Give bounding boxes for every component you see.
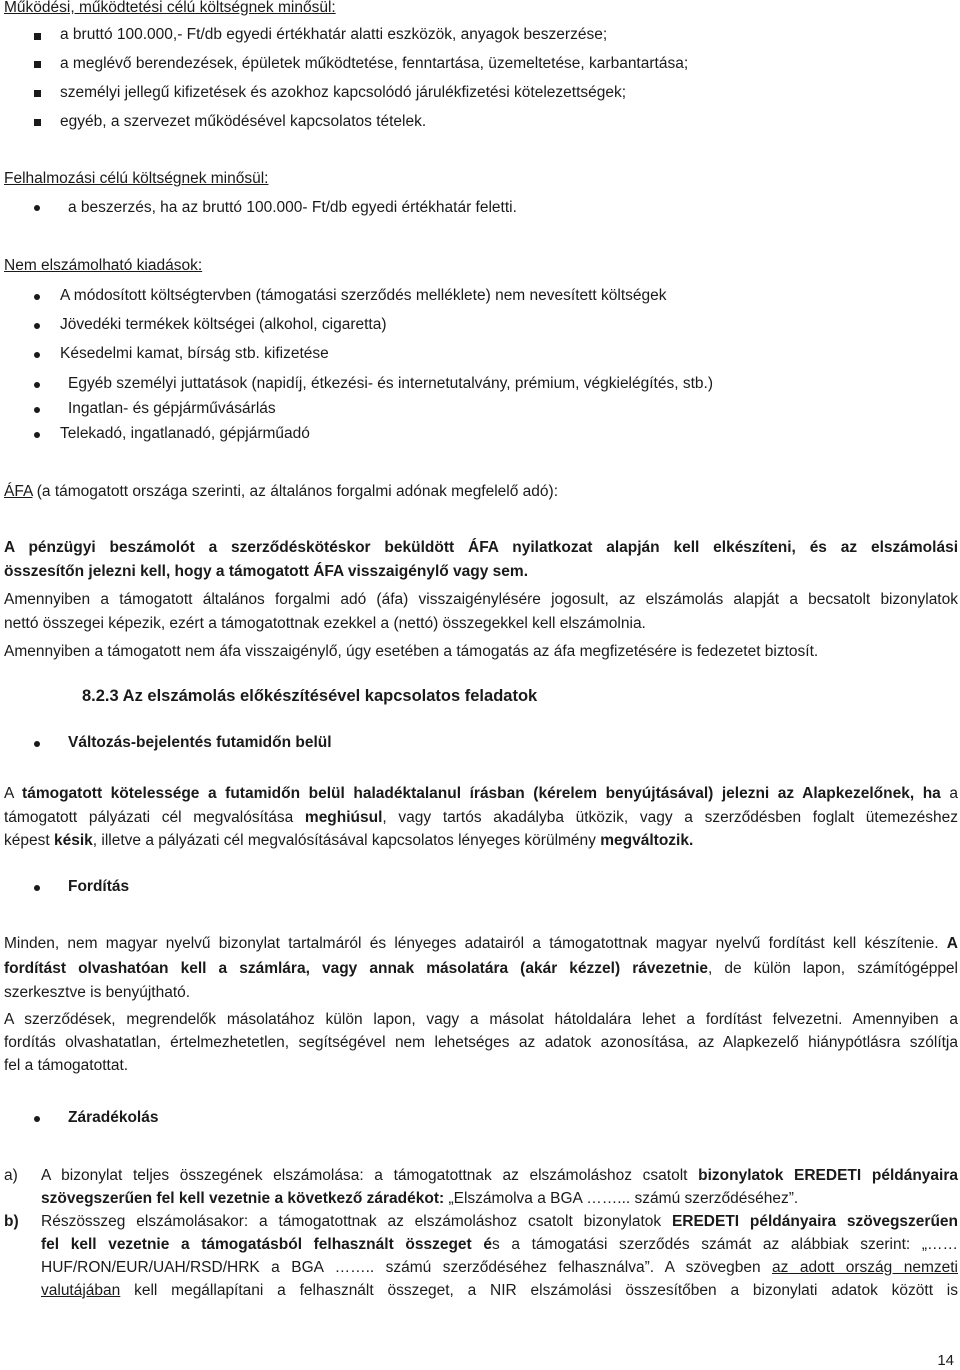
text-run: fordítást olvashatóan kell a számlára, vagy annak másolatára (akár kézzel) rávezetnie — [4, 960, 709, 977]
round-bullet-icon — [34, 432, 40, 438]
forditas-line-2 — [4, 959, 958, 979]
round-bullet-icon — [34, 382, 40, 388]
list-item: a meglévő berendezések, épületek működtetése, fenntartása, üzemeltetése, karbantartása; — [60, 55, 689, 72]
round-bullet-icon — [34, 885, 40, 891]
text-run: bizonylatok EREDETI példányaira — [698, 1167, 959, 1184]
text-run: A — [946, 935, 958, 952]
text-run: Részösszeg elszámolásakor: a támogatottnak az elszámoláshoz csatolt bizonylatok — [41, 1213, 672, 1230]
text-run: EREDETI példányaira szövegszerűen — [671, 1213, 958, 1230]
text-run: HUF/RON/EUR/UAH/RSD/HRK a BGA …….. számú szerződéséhez felhasználva”. A szövegben — [41, 1259, 773, 1276]
list-item: A módosított költségtervben (támogatási szerződés melléklete) nem nevesített költségek — [60, 287, 667, 304]
afa-bold-line-2: összesítőn jelezni kell, hogy a támogatott ÁFA visszaigénylő vagy sem. — [4, 563, 528, 580]
forditas-paragraph-2-line-1: A szerződések, megrendelők másolatához külön lapon, vagy a másolat hátoldalára lehet a fordítást felvezetni. Amennyiben a — [4, 1011, 958, 1028]
text-run: s a támogatási szerződés számát az alábbiak szerint: „…… — [491, 1236, 958, 1253]
round-bullet-icon — [34, 323, 40, 329]
afa-heading — [4, 482, 558, 502]
valtozas-line-1 — [4, 784, 958, 804]
round-bullet-icon — [34, 741, 40, 747]
text-run: az adott ország nemzeti — [772, 1259, 958, 1276]
zaradek-b-line-2 — [41, 1235, 958, 1255]
text-run: a — [940, 785, 958, 802]
forditas-line-3: szerkesztve is benyújtható. — [4, 984, 191, 1001]
text-run: meghiúsul — [304, 809, 383, 826]
subsection-title-forditas: Fordítás — [68, 878, 130, 895]
list-item: Telekadó, ingatlanadó, gépjárműadó — [60, 425, 310, 442]
afa-heading-rest: (a támogatott országa szerinti, az általános forgalmi adónak megfelelő adó): — [32, 483, 558, 500]
afa-bold-line-1: A pénzügyi beszámolót a szerződéskötéskor beküldött ÁFA nyilatkozat alapján kell elkészíteni, és az elszámolási — [4, 539, 958, 556]
square-bullet-icon — [34, 33, 41, 40]
list-item: a bruttó 100.000,- Ft/db egyedi értékhatár alatti eszközök, anyagok beszerzése; — [60, 26, 608, 43]
text-run: késik — [53, 832, 93, 849]
afa-paragraph-1-line-1: Amennyiben a támogatott általános forgalmi adó (áfa) visszaigénylésére jogosult, az elszámolás alapját a becsatolt bizonylatok — [4, 591, 958, 608]
text-run: megváltozik. — [600, 832, 694, 849]
afa-paragraph-2: Amennyiben a támogatott nem áfa visszaigénylő, úgy esetében a támogatás az áfa megfizetésére is fedezetet biztosít. — [4, 643, 819, 660]
forditas-paragraph-2-line-2: fordítás olvashatatlan, értelmezhetetlen, segítségével nem lehetséges az adatok azonosítása, az Alapkezelő hiánypótlásra szólítja — [4, 1034, 958, 1051]
valtozas-line-2 — [4, 808, 958, 828]
text-run: kell megállapítani a felhasznált összeget, a NIR elszámolási összesítőben a bizonylati adatok között is — [120, 1282, 958, 1299]
text-run: , de külön lapon, számítógéppel — [708, 960, 959, 977]
list-item: a beszerzés, ha az bruttó 100.000- Ft/db egyedi értékhatár feletti. — [68, 199, 517, 216]
afa-label: ÁFA — [4, 483, 33, 500]
list-item: Egyéb személyi juttatások (napidíj, étkezési- és internetutalvány, prémium, végkielégítés, stb.) — [68, 375, 713, 392]
zaradek-b-line-3 — [41, 1258, 958, 1278]
section-title: 8.2.3 Az elszámolás előkészítésével kapcsolatos feladatok — [82, 687, 538, 705]
list-item: Késedelmi kamat, bírság stb. kifizetése — [60, 345, 329, 362]
page-number: 14 — [937, 1352, 954, 1369]
square-bullet-icon — [34, 90, 41, 97]
text-run: A bizonylat teljes összegének elszámolása: a támogatottnak az elszámoláshoz csatolt — [41, 1167, 699, 1184]
list-item: Jövedéki termékek költségei (alkohol, cigaretta) — [60, 316, 387, 333]
text-run: képest — [4, 832, 54, 849]
forditas-line-1 — [4, 934, 958, 954]
text-run: „Elszámolva a BGA ……... számú szerződéséhez”. — [444, 1190, 799, 1207]
square-bullet-icon — [34, 61, 41, 68]
text-run: Minden, nem magyar nyelvű bizonylat tartalmáról és lényeges adatairól a támogatottnak magyar nyelvű fordítást kell készítenie. — [4, 935, 947, 952]
square-bullet-icon — [34, 119, 41, 126]
section-heading-nem-elszamolhato: Nem elszámolható kiadások: — [4, 257, 203, 274]
subsection-title-valtozas: Változás-bejelentés futamidőn belül — [68, 734, 332, 751]
text-run: valutájában — [41, 1282, 121, 1299]
section-heading-felhalmozasi: Felhalmozási célú költségnek minősül: — [4, 170, 269, 187]
afa-paragraph-1-line-2: nettó összegei képezik, ezért a támogatottnak ezekkel a (nettó) összegekkel kell elszámolnia. — [4, 615, 646, 632]
list-item: személyi jellegű kifizetések és azokhoz kapcsolódó járulékfizetési kötelezettségek; — [60, 84, 627, 101]
list-item: Ingatlan- és gépjárművásárlás — [68, 400, 276, 417]
text-run: A — [4, 785, 23, 802]
round-bullet-icon — [34, 1116, 40, 1122]
text-run: támogatott kötelessége a futamidőn belül haladéktalanul írásban (kérelem benyújtásával) jelezni az Alapkezelőnek, ha — [22, 785, 941, 802]
forditas-paragraph-2-line-3: fel a támogatottat. — [4, 1057, 129, 1074]
round-bullet-icon — [34, 294, 40, 300]
zaradek-b-line-4 — [41, 1281, 958, 1301]
list-item: egyéb, a szervezet működésével kapcsolatos tételek. — [60, 113, 427, 130]
round-bullet-icon — [34, 407, 40, 413]
round-bullet-icon — [34, 205, 40, 211]
zaradek-a-line-2 — [41, 1189, 798, 1209]
text-run: támogatott pályázati cél megvalósítása — [4, 809, 305, 826]
item-label-b: b) — [4, 1213, 19, 1230]
text-run: fel kell vezetnie a támogatásból felhasznált összeget é — [41, 1236, 492, 1253]
section-heading-mukodesi: Működési, működtetési célú költségnek minősül: — [4, 0, 336, 16]
text-run: , illetve a pályázati cél megvalósításával kapcsolatos lényeges körülmény — [92, 832, 601, 849]
zaradek-a-line-1 — [41, 1166, 958, 1186]
zaradek-b-line-1 — [41, 1212, 958, 1232]
valtozas-line-3 — [4, 831, 693, 851]
item-label-a: a) — [4, 1167, 18, 1184]
text-run: szövegszerűen fel kell vezetnie a következő záradékot: — [41, 1190, 445, 1207]
text-run: , vagy tartós akadályba ütközik, vagy a szerződésben foglalt ütemezéshez — [382, 809, 958, 826]
subsection-title-zaradekolas: Záradékolás — [68, 1109, 159, 1126]
round-bullet-icon — [34, 352, 40, 358]
